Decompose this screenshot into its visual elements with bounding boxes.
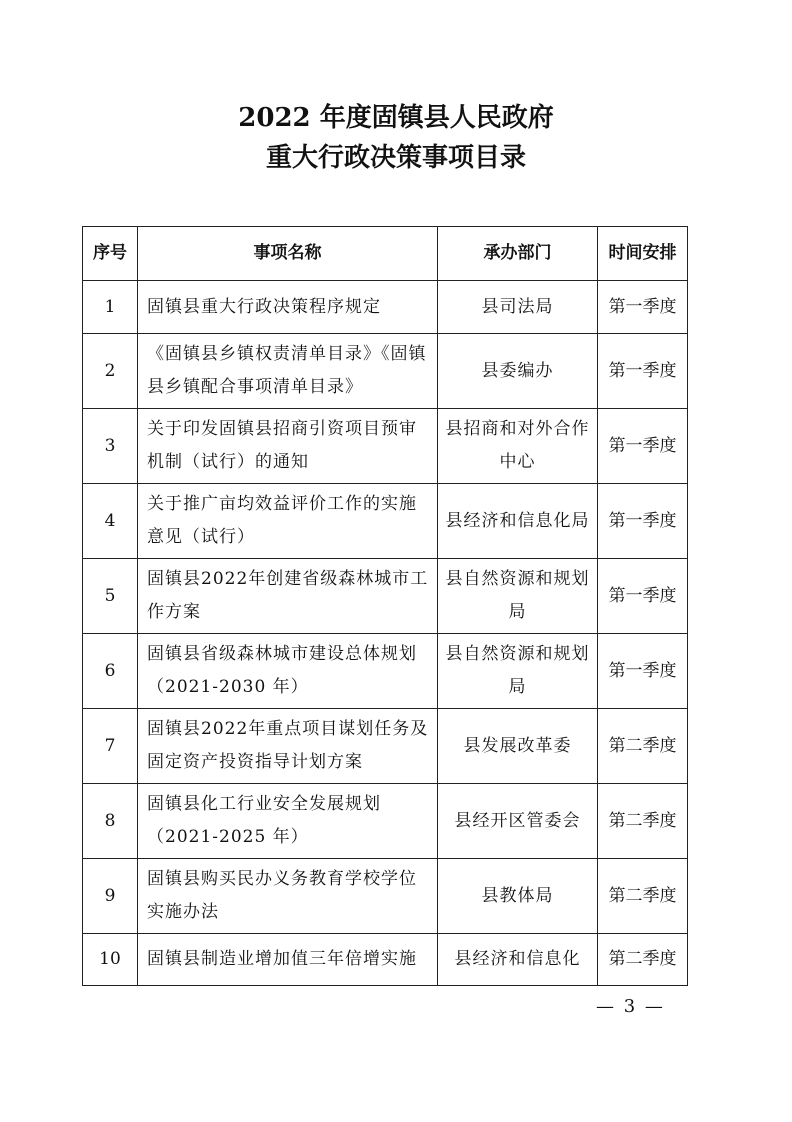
table-row [83,334,688,409]
row-time: 第一季度 [598,484,688,559]
row-name: 固镇县省级森林城市建设总体规划（2021-2030 年） [138,634,438,709]
page-number: — 3 — [596,996,665,1017]
row-name: 固镇县制造业增加值三年倍增实施 [138,934,438,986]
document-title [0,98,792,178]
row-time: 第一季度 [598,281,688,334]
header-time: 时间安排 [598,227,688,281]
row-no: 1 [83,281,138,334]
row-dept: 县经济和信息化局 [438,484,598,559]
row-dept: 县经济和信息化 [438,934,598,986]
row-no: 8 [83,784,138,859]
header-dept: 承办部门 [438,227,598,281]
row-no: 7 [83,709,138,784]
row-time: 第一季度 [598,634,688,709]
header-no: 序号 [83,227,138,281]
row-time: 第二季度 [598,859,688,934]
table-row [83,634,688,709]
row-no: 5 [83,559,138,634]
row-time: 第一季度 [598,334,688,409]
row-no: 9 [83,859,138,934]
row-name: 固镇县2022年创建省级森林城市工作方案 [138,559,438,634]
row-no: 4 [83,484,138,559]
row-name: 《固镇县乡镇权责清单目录》《固镇县乡镇配合事项清单目录》 [138,334,438,409]
row-no: 2 [83,334,138,409]
table-row [83,281,688,334]
row-name: 关于推广亩均效益评价工作的实施意见（试行） [138,484,438,559]
row-dept: 县经开区管委会 [438,784,598,859]
title-line-1: 2022 年度固镇县人民政府 [238,103,554,133]
table-row [83,859,688,934]
row-no: 3 [83,409,138,484]
decision-items-table [82,226,688,986]
row-name: 固镇县2022年重点项目谋划任务及固定资产投资指导计划方案 [138,709,438,784]
row-no: 10 [83,934,138,986]
table-row [83,484,688,559]
row-dept: 县委编办 [438,334,598,409]
table-row [83,784,688,859]
row-name: 关于印发固镇县招商引资项目预审机制（试行）的通知 [138,409,438,484]
table-row [83,709,688,784]
row-dept: 县司法局 [438,281,598,334]
row-time: 第一季度 [598,559,688,634]
row-time: 第二季度 [598,709,688,784]
row-dept: 县发展改革委 [438,709,598,784]
row-time: 第二季度 [598,934,688,986]
row-time: 第一季度 [598,409,688,484]
row-name: 固镇县化工行业安全发展规划（2021-2025 年） [138,784,438,859]
row-name: 固镇县重大行政决策程序规定 [138,281,438,334]
row-dept: 县自然资源和规划局 [438,559,598,634]
row-dept: 县自然资源和规划局 [438,634,598,709]
title-line-2: 重大行政决策事项目录 [265,143,526,173]
row-time: 第二季度 [598,784,688,859]
header-name: 事项名称 [138,227,438,281]
row-dept: 县招商和对外合作中心 [438,409,598,484]
row-no: 6 [83,634,138,709]
table-row [83,409,688,484]
table-row [83,559,688,634]
row-name: 固镇县购买民办义务教育学校学位实施办法 [138,859,438,934]
table-header-row [83,227,688,281]
row-dept: 县教体局 [438,859,598,934]
table-row [83,934,688,986]
